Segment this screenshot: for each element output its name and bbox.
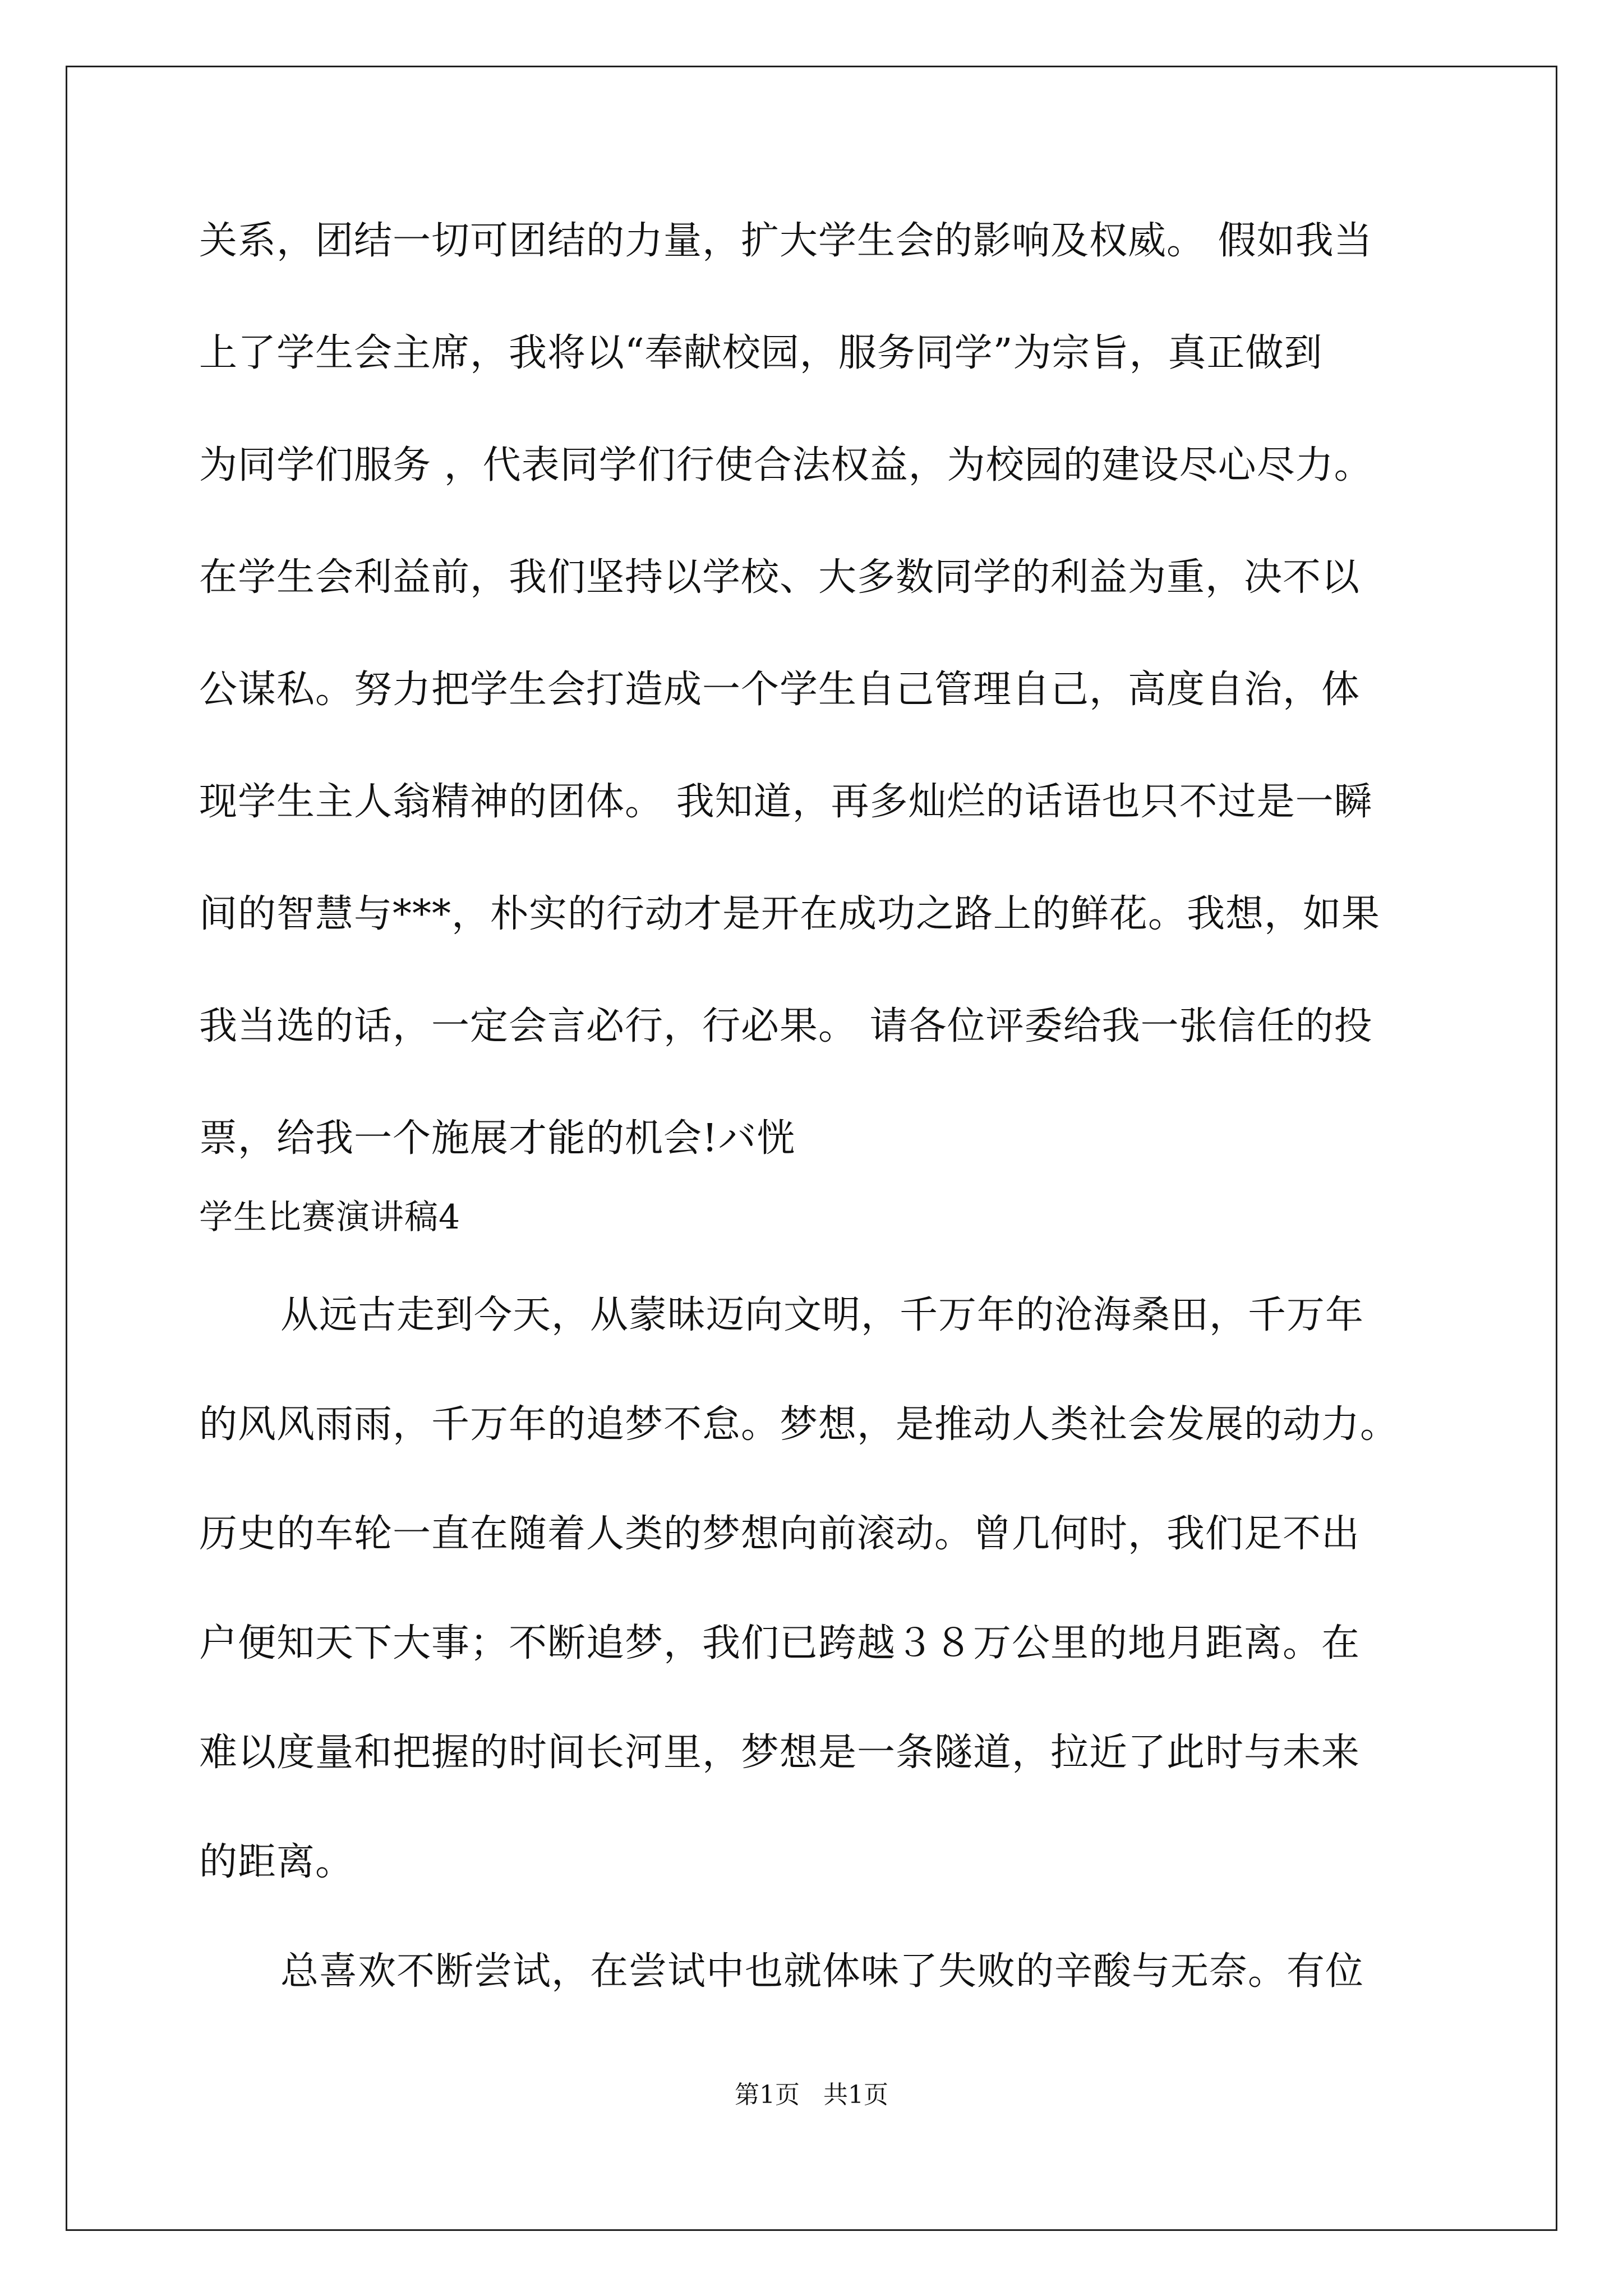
text-line: 的距离。 — [199, 1840, 354, 1884]
paragraph-first-line: 总喜欢不断尝试，在尝试中也就体味了失败的辛酸与无奈。有位 — [280, 1949, 1364, 1994]
text-line: 票，给我一个施展才能的机会!バ恍 — [199, 1116, 796, 1161]
text-line: 的风风雨雨，千万年的追梦不怠。梦想，是推动人类社会发展的动力。 — [199, 1402, 1399, 1447]
text-line: 关系，团结一切可团结的力量，扩大学生会的影响及权威。 假如我当 — [199, 219, 1373, 263]
text-line: 户便知天下大事；不断追梦，我们已跨越３８万公里的地月距离。在 — [199, 1621, 1361, 1665]
paragraph-first-line: 从远古走到今天，从蒙昧迈向文明，千万年的沧海桑田，千万年 — [280, 1293, 1364, 1337]
page-footer: 第1页 共1页 — [735, 2081, 888, 2109]
text-line: 为同学们服务 ，代表同学们行使合法权益，为校园的建设尽心尽力。 — [199, 443, 1373, 487]
text-line: 历史的车轮一直在随着人类的梦想向前滚动。曾几何时，我们足不出 — [199, 1512, 1361, 1556]
text-line: 在学生会利益前，我们坚持以学校、大多数同学的利益为重，决不以 — [199, 555, 1361, 600]
text-line: 现学生主人翁精神的团体。 我知道，再多灿烂的话语也只不过是一瞬 — [199, 780, 1373, 824]
text-line: 间的智慧与***，朴实的行动才是开在成功之路上的鲜花。我想，如果 — [199, 892, 1381, 936]
text-line: 难以度量和把握的时间长河里，梦想是一条隧道，拉近了此时与未来 — [199, 1731, 1361, 1775]
section-heading: 学生比赛演讲稿4 — [199, 1198, 461, 1237]
text-line: 上了学生会主席，我将以“奉献校园，服务同学”为宗旨，真正做到 — [199, 331, 1323, 375]
text-line: 我当选的话，一定会言必行，行必果。 请各位评委给我一张信任的投 — [199, 1004, 1373, 1048]
text-line: 公谋私。努力把学生会打造成一个学生自己管理自己，高度自治，体 — [199, 668, 1361, 712]
